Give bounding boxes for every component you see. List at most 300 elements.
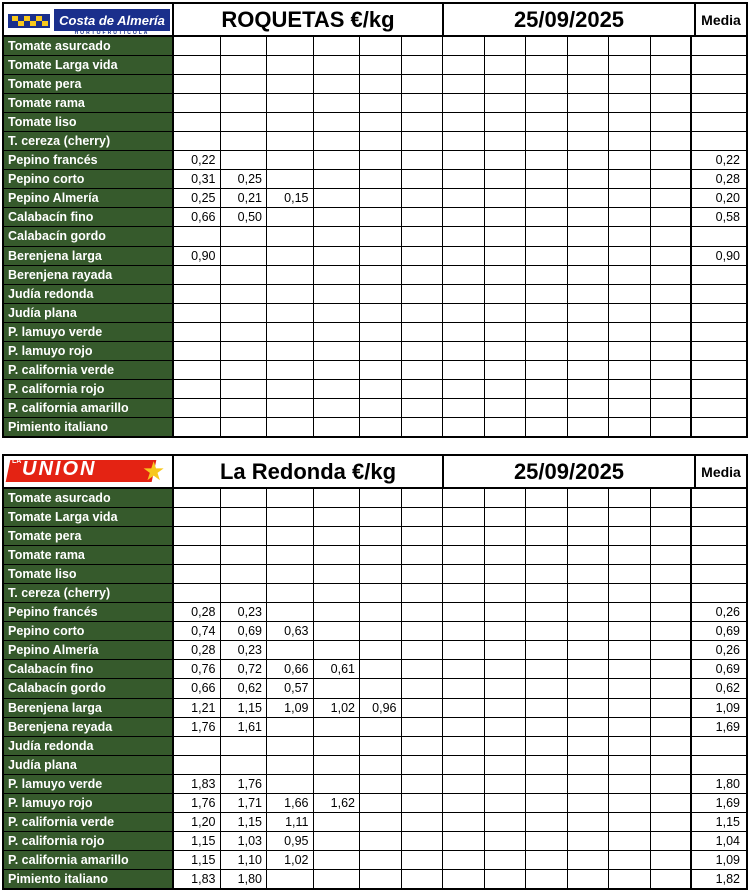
price-cell bbox=[526, 756, 568, 774]
price-cell bbox=[485, 304, 527, 322]
price-cell bbox=[526, 660, 568, 678]
price-cell bbox=[443, 775, 485, 793]
media-cell: 0,20 bbox=[715, 191, 740, 206]
media-cell bbox=[692, 94, 746, 112]
price-cell: 1,83 bbox=[174, 870, 221, 888]
price-cell bbox=[221, 508, 268, 526]
price-cell bbox=[402, 304, 444, 322]
price-cell bbox=[651, 399, 693, 417]
price-cell bbox=[402, 775, 444, 793]
price-cell bbox=[526, 323, 568, 341]
price-cell: 0,57 bbox=[267, 679, 314, 697]
price-cell bbox=[609, 342, 651, 360]
price-cell bbox=[267, 565, 314, 583]
price-cell bbox=[267, 208, 314, 226]
price-cell bbox=[360, 603, 402, 621]
price-cell bbox=[651, 170, 693, 188]
price-cell bbox=[221, 323, 268, 341]
table-row bbox=[4, 399, 746, 418]
media-header: Media bbox=[701, 11, 741, 28]
price-cell bbox=[568, 527, 610, 545]
table-row bbox=[4, 37, 746, 56]
price-cell bbox=[568, 113, 610, 131]
media-cell bbox=[692, 418, 746, 436]
price-cell bbox=[267, 399, 314, 417]
price-cell bbox=[485, 679, 527, 697]
product-name: Judía redonda bbox=[4, 737, 174, 755]
price-cell bbox=[221, 756, 268, 774]
price-cell bbox=[267, 227, 314, 245]
price-cell bbox=[267, 170, 314, 188]
media-cell bbox=[692, 37, 746, 55]
price-cell bbox=[651, 679, 693, 697]
price-cell: 1,11 bbox=[267, 813, 314, 831]
price-cell bbox=[443, 132, 485, 150]
table-row bbox=[4, 756, 746, 775]
price-cell bbox=[267, 527, 314, 545]
price-cell bbox=[402, 342, 444, 360]
media-cell bbox=[692, 361, 746, 379]
price-cell bbox=[221, 94, 268, 112]
price-cell bbox=[443, 37, 485, 55]
price-cell bbox=[485, 660, 527, 678]
price-cell bbox=[314, 380, 361, 398]
price-cell bbox=[651, 775, 693, 793]
price-cell bbox=[485, 75, 527, 93]
price-cell bbox=[402, 56, 444, 74]
price-cell bbox=[651, 718, 693, 736]
price-cell bbox=[568, 794, 610, 812]
price-cell bbox=[443, 94, 485, 112]
price-cell: 1,62 bbox=[314, 794, 361, 812]
price-cell bbox=[526, 189, 568, 207]
price-cell bbox=[609, 323, 651, 341]
price-cell bbox=[314, 342, 361, 360]
price-cell bbox=[651, 832, 693, 850]
price-cell bbox=[314, 622, 361, 640]
price-cell: 0,66 bbox=[174, 208, 221, 226]
media-cell bbox=[692, 527, 746, 545]
price-cell bbox=[267, 489, 314, 507]
price-cell bbox=[443, 489, 485, 507]
price-cell bbox=[609, 679, 651, 697]
price-cell bbox=[267, 56, 314, 74]
price-cell bbox=[443, 603, 485, 621]
price-cell bbox=[568, 285, 610, 303]
price-cell bbox=[360, 546, 402, 564]
price-cell bbox=[485, 527, 527, 545]
logo-text: Costa de Almería bbox=[54, 9, 170, 31]
price-cell bbox=[360, 794, 402, 812]
price-cell: 1,76 bbox=[174, 718, 221, 736]
table-row bbox=[4, 75, 746, 94]
price-cell: 0,74 bbox=[174, 622, 221, 640]
price-cell bbox=[526, 170, 568, 188]
price-cell bbox=[485, 489, 527, 507]
price-cell bbox=[485, 641, 527, 659]
price-cell bbox=[609, 584, 651, 602]
price-cell bbox=[314, 851, 361, 869]
price-cell bbox=[568, 56, 610, 74]
price-cell bbox=[443, 679, 485, 697]
price-cell bbox=[360, 132, 402, 150]
price-cell bbox=[609, 151, 651, 169]
price-cell bbox=[443, 508, 485, 526]
media-cell: 0,69 bbox=[715, 662, 740, 677]
product-name: Berenjena reyada bbox=[4, 718, 174, 736]
price-cell bbox=[443, 870, 485, 888]
price-cell bbox=[221, 737, 268, 755]
price-cell bbox=[568, 851, 610, 869]
price-cell bbox=[651, 813, 693, 831]
price-cell bbox=[651, 546, 693, 564]
price-cell bbox=[651, 508, 693, 526]
price-cell bbox=[174, 37, 221, 55]
price-cell bbox=[402, 266, 444, 284]
price-cell bbox=[360, 75, 402, 93]
price-cell bbox=[402, 75, 444, 93]
price-cell bbox=[443, 113, 485, 131]
price-grid bbox=[4, 489, 746, 888]
price-cell bbox=[402, 380, 444, 398]
table-row bbox=[4, 170, 746, 189]
price-cell bbox=[568, 247, 610, 265]
price-cell bbox=[526, 266, 568, 284]
price-cell bbox=[221, 37, 268, 55]
price-cell bbox=[485, 37, 527, 55]
price-cell bbox=[568, 75, 610, 93]
price-cell bbox=[609, 285, 651, 303]
price-cell bbox=[360, 565, 402, 583]
price-cell bbox=[526, 794, 568, 812]
product-name: Judía plana bbox=[4, 756, 174, 774]
price-cell bbox=[485, 323, 527, 341]
price-cell bbox=[526, 285, 568, 303]
price-cell: 0,31 bbox=[174, 170, 221, 188]
price-cell bbox=[314, 113, 361, 131]
price-cell bbox=[267, 132, 314, 150]
price-cell bbox=[609, 756, 651, 774]
price-cell bbox=[360, 641, 402, 659]
price-cell: 1,02 bbox=[267, 851, 314, 869]
price-cell: 1,10 bbox=[221, 851, 268, 869]
price-cell bbox=[651, 584, 693, 602]
table-row bbox=[4, 679, 746, 698]
price-cell: 0,22 bbox=[174, 151, 221, 169]
table-row bbox=[4, 508, 746, 527]
price-cell bbox=[402, 247, 444, 265]
table-row bbox=[4, 323, 746, 342]
product-name: Calabacín fino bbox=[4, 208, 174, 226]
price-cell bbox=[609, 37, 651, 55]
price-cell bbox=[443, 737, 485, 755]
price-cell bbox=[402, 94, 444, 112]
price-cell bbox=[443, 247, 485, 265]
price-cell bbox=[568, 94, 610, 112]
price-cell bbox=[443, 170, 485, 188]
media-cell bbox=[692, 227, 746, 245]
price-cell bbox=[360, 508, 402, 526]
price-cell bbox=[314, 546, 361, 564]
price-cell bbox=[402, 699, 444, 717]
table-row bbox=[4, 361, 746, 380]
price-cell bbox=[174, 565, 221, 583]
table-row bbox=[4, 189, 746, 208]
price-cell bbox=[609, 380, 651, 398]
price-cell bbox=[267, 718, 314, 736]
product-name: Pepino corto bbox=[4, 622, 174, 640]
price-cell: 1,15 bbox=[174, 851, 221, 869]
price-cell bbox=[174, 399, 221, 417]
price-cell bbox=[443, 75, 485, 93]
product-name: P. lamuyo rojo bbox=[4, 342, 174, 360]
media-cell: 0,58 bbox=[715, 210, 740, 225]
price-cell bbox=[314, 832, 361, 850]
price-cell bbox=[402, 641, 444, 659]
product-name: Judía plana bbox=[4, 304, 174, 322]
price-cell bbox=[360, 756, 402, 774]
price-cell bbox=[314, 418, 361, 436]
price-cell bbox=[485, 94, 527, 112]
price-cell bbox=[314, 489, 361, 507]
price-cell bbox=[609, 418, 651, 436]
price-cell bbox=[402, 399, 444, 417]
price-cell: 0,61 bbox=[314, 660, 361, 678]
price-cell bbox=[526, 603, 568, 621]
price-cell bbox=[221, 56, 268, 74]
price-cell bbox=[402, 584, 444, 602]
table-row bbox=[4, 775, 746, 794]
price-cell bbox=[314, 737, 361, 755]
media-cell bbox=[692, 285, 746, 303]
price-cell bbox=[360, 304, 402, 322]
price-cell bbox=[485, 56, 527, 74]
product-name: Tomate rama bbox=[4, 94, 174, 112]
price-cell bbox=[360, 418, 402, 436]
product-name: Tomate liso bbox=[4, 113, 174, 131]
price-cell: 1,15 bbox=[174, 832, 221, 850]
price-cell bbox=[221, 285, 268, 303]
price-cell bbox=[526, 37, 568, 55]
market-title: ROQUETAS €/kg bbox=[174, 4, 444, 35]
price-cell bbox=[651, 565, 693, 583]
price-cell bbox=[267, 75, 314, 93]
price-cell bbox=[526, 489, 568, 507]
price-cell bbox=[402, 361, 444, 379]
price-cell: 1,15 bbox=[221, 699, 268, 717]
media-cell bbox=[692, 584, 746, 602]
product-name: Pimiento italiano bbox=[4, 418, 174, 436]
price-cell bbox=[609, 304, 651, 322]
price-cell bbox=[485, 603, 527, 621]
media-cell: 0,62 bbox=[715, 681, 740, 696]
price-cell bbox=[526, 304, 568, 322]
media-header: Media bbox=[701, 463, 741, 480]
price-cell bbox=[609, 870, 651, 888]
price-cell bbox=[609, 641, 651, 659]
price-cell bbox=[485, 851, 527, 869]
price-cell bbox=[314, 285, 361, 303]
price-cell bbox=[609, 56, 651, 74]
price-cell bbox=[360, 208, 402, 226]
price-cell bbox=[651, 132, 693, 150]
price-cell bbox=[526, 699, 568, 717]
price-cell bbox=[174, 113, 221, 131]
table-row bbox=[4, 527, 746, 546]
price-cell bbox=[314, 508, 361, 526]
price-cell bbox=[526, 94, 568, 112]
price-cell bbox=[402, 527, 444, 545]
price-cell bbox=[526, 870, 568, 888]
price-cell bbox=[526, 622, 568, 640]
price-cell bbox=[314, 304, 361, 322]
price-cell bbox=[221, 546, 268, 564]
price-cell bbox=[221, 489, 268, 507]
media-cell bbox=[692, 304, 746, 322]
price-cell bbox=[485, 832, 527, 850]
price-cell: 0,25 bbox=[221, 170, 268, 188]
price-cell bbox=[485, 342, 527, 360]
costa-de-almeria-logo bbox=[4, 4, 174, 35]
price-cell bbox=[651, 699, 693, 717]
table-row bbox=[4, 699, 746, 718]
price-cell bbox=[443, 756, 485, 774]
price-cell bbox=[568, 660, 610, 678]
table-row bbox=[4, 56, 746, 75]
price-cell bbox=[174, 94, 221, 112]
table-header bbox=[4, 456, 746, 489]
price-cell bbox=[267, 94, 314, 112]
product-name: Berenjena larga bbox=[4, 699, 174, 717]
price-cell bbox=[174, 56, 221, 74]
price-cell bbox=[651, 603, 693, 621]
price-cell bbox=[443, 584, 485, 602]
product-name: P. california amarillo bbox=[4, 851, 174, 869]
product-name: Tomate asurcado bbox=[4, 489, 174, 507]
price-cell bbox=[402, 546, 444, 564]
price-cell bbox=[221, 132, 268, 150]
price-cell bbox=[651, 342, 693, 360]
price-cell bbox=[402, 870, 444, 888]
price-cell bbox=[526, 546, 568, 564]
price-cell bbox=[568, 565, 610, 583]
media-cell bbox=[692, 75, 746, 93]
price-cell bbox=[568, 508, 610, 526]
price-cell bbox=[485, 622, 527, 640]
price-cell bbox=[221, 304, 268, 322]
price-cell bbox=[402, 756, 444, 774]
price-cell bbox=[568, 323, 610, 341]
price-cell bbox=[526, 113, 568, 131]
price-cell bbox=[360, 56, 402, 74]
price-cell: 1,83 bbox=[174, 775, 221, 793]
media-cell: 0,26 bbox=[715, 643, 740, 658]
product-name: P. california amarillo bbox=[4, 399, 174, 417]
price-cell bbox=[651, 266, 693, 284]
table-row bbox=[4, 113, 746, 132]
price-cell bbox=[360, 189, 402, 207]
price-cell bbox=[174, 266, 221, 284]
price-cell bbox=[651, 285, 693, 303]
price-cell bbox=[360, 622, 402, 640]
price-cell bbox=[402, 151, 444, 169]
price-cell bbox=[402, 489, 444, 507]
price-cell bbox=[267, 546, 314, 564]
price-cell: 0,23 bbox=[221, 641, 268, 659]
product-name: Judía redonda bbox=[4, 285, 174, 303]
price-cell bbox=[651, 189, 693, 207]
price-cell bbox=[485, 794, 527, 812]
price-cell bbox=[314, 565, 361, 583]
price-cell bbox=[314, 170, 361, 188]
price-cell bbox=[221, 342, 268, 360]
table-row bbox=[4, 832, 746, 851]
price-cell bbox=[609, 247, 651, 265]
price-cell bbox=[526, 851, 568, 869]
price-cell bbox=[267, 870, 314, 888]
price-cell bbox=[174, 756, 221, 774]
price-cell bbox=[360, 361, 402, 379]
price-cell bbox=[526, 584, 568, 602]
price-cell bbox=[526, 247, 568, 265]
table-row bbox=[4, 304, 746, 323]
media-cell bbox=[692, 756, 746, 774]
price-cell bbox=[443, 266, 485, 284]
price-cell bbox=[360, 170, 402, 188]
price-cell bbox=[651, 37, 693, 55]
table-row bbox=[4, 718, 746, 737]
price-cell bbox=[651, 208, 693, 226]
price-cell: 0,72 bbox=[221, 660, 268, 678]
price-cell bbox=[526, 56, 568, 74]
price-cell bbox=[568, 37, 610, 55]
media-cell: 1,04 bbox=[715, 833, 740, 848]
price-cell bbox=[267, 304, 314, 322]
price-cell bbox=[609, 489, 651, 507]
media-cell: 0,90 bbox=[715, 248, 740, 263]
price-cell bbox=[443, 208, 485, 226]
price-cell bbox=[609, 737, 651, 755]
product-name: P. california rojo bbox=[4, 380, 174, 398]
price-cell bbox=[402, 170, 444, 188]
media-cell: 0,22 bbox=[715, 153, 740, 168]
table-row bbox=[4, 546, 746, 565]
price-cell bbox=[360, 342, 402, 360]
price-cell bbox=[485, 565, 527, 583]
price-cell bbox=[314, 756, 361, 774]
table-row bbox=[4, 603, 746, 622]
price-cell bbox=[609, 227, 651, 245]
product-name: Tomate Larga vida bbox=[4, 56, 174, 74]
price-cell bbox=[609, 170, 651, 188]
price-cell bbox=[314, 208, 361, 226]
price-cell bbox=[526, 380, 568, 398]
price-cell: 0,62 bbox=[221, 679, 268, 697]
price-cell bbox=[485, 399, 527, 417]
price-cell: 1,76 bbox=[174, 794, 221, 812]
price-cell bbox=[314, 775, 361, 793]
media-cell bbox=[692, 546, 746, 564]
price-cell bbox=[221, 266, 268, 284]
price-cell bbox=[402, 565, 444, 583]
price-cell bbox=[485, 699, 527, 717]
price-cell: 1,71 bbox=[221, 794, 268, 812]
price-cell bbox=[443, 718, 485, 736]
price-cell bbox=[174, 737, 221, 755]
price-cell bbox=[174, 489, 221, 507]
price-cell bbox=[485, 813, 527, 831]
price-cell bbox=[568, 718, 610, 736]
